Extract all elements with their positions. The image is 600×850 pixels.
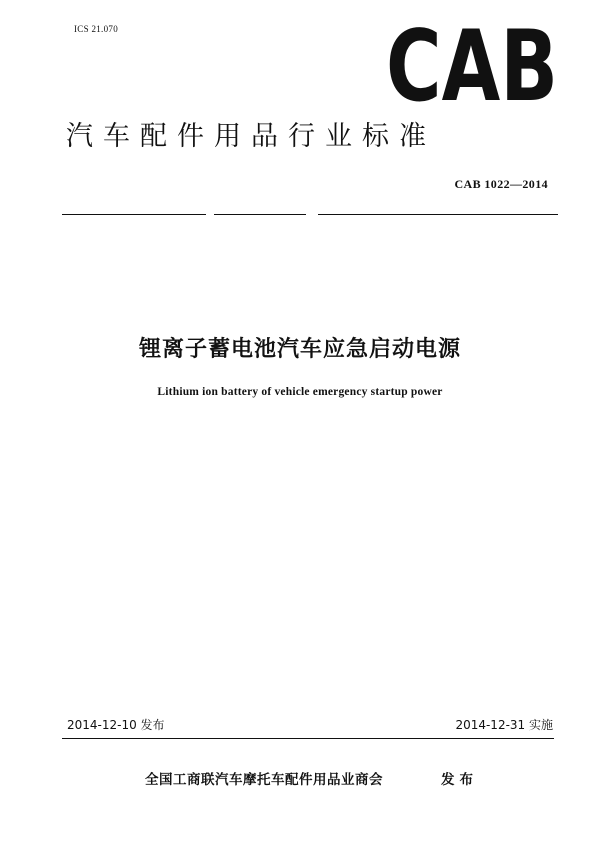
header-rule — [318, 214, 558, 215]
header-rule — [214, 214, 306, 215]
release-date: 2014-12-10 发布 — [67, 718, 165, 732]
implementation-date: 2014-12-31 实施 — [455, 718, 553, 732]
document-title: 锂离子蓄电池汽车应急启动电源 — [138, 337, 461, 362]
ics-code: ICS 21.070 — [74, 24, 119, 34]
document-title-english: Lithium ion battery of vehicle emergency startup power — [157, 386, 443, 398]
cab-logo-text: CAB — [386, 10, 558, 124]
header-rule — [62, 214, 206, 215]
footer-rule — [62, 738, 554, 739]
standard-number: CAB 1022—2014 — [454, 177, 548, 191]
publish-label: 发布 — [441, 772, 478, 788]
publisher-name: 全国工商联汽车摩托车配件用品业商会 — [145, 772, 383, 788]
standard-category: 汽车配件用品行业标准 — [66, 121, 436, 152]
cab-logo — [386, 10, 558, 124]
